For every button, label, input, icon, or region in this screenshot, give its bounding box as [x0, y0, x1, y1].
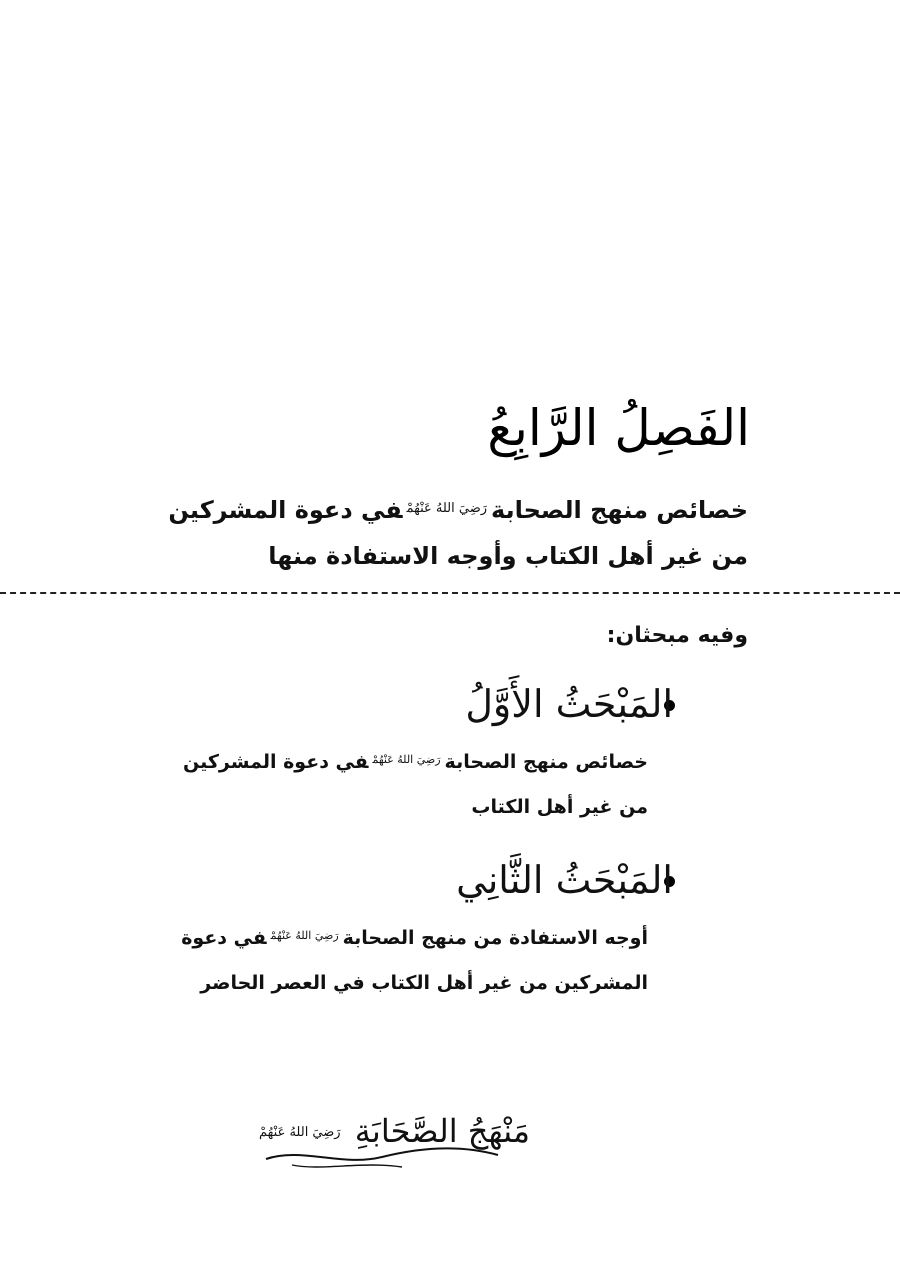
- section-2-heading: المَبْحَثُ الثَّانِي: [456, 858, 673, 902]
- section-2-description-line-2: المشركين من غير أهل الكتاب في العصر الحاضر: [200, 972, 648, 994]
- chapter-subtitle: [128, 486, 748, 579]
- sections-intro: وفيه مبحثان:: [606, 623, 748, 648]
- section-1-text-end: في دعوة المشركين: [183, 751, 369, 773]
- section-2-text-end: في دعوة: [181, 927, 267, 949]
- chapter-subtitle-text-start: خصائص منهج الصحابة: [491, 496, 748, 524]
- section-1-description-line-2: من غير أهل الكتاب: [471, 796, 648, 818]
- honorific-phrase: رَضِيَ اللهُ عَنْهُمْ: [372, 753, 441, 766]
- section-1-heading: المَبْحَثُ الأَوَّلُ: [465, 682, 673, 726]
- chapter-subtitle-line-1: [128, 486, 748, 533]
- honorific-phrase: رَضِيَ اللهُ عَنْهُمْ: [406, 501, 488, 516]
- section-2-description: [148, 913, 648, 1006]
- calligraphy-flourish-icon: [262, 1141, 502, 1171]
- book-title-calligraphy-logo: [250, 1105, 530, 1175]
- dashed-divider: [0, 592, 900, 594]
- section-2-description-line-1: [148, 913, 648, 961]
- chapter-title: الفَصِلُ الرَّابِعُ: [487, 399, 750, 457]
- section-2-text-start: أوجه الاستفادة من منهج الصحابة: [342, 927, 648, 949]
- honorific-phrase: رَضِيَ اللهُ عَنْهُمْ: [259, 1125, 341, 1140]
- section-1-description-line-1: [148, 737, 648, 785]
- section-1-text-start: خصائص منهج الصحابة: [444, 751, 648, 773]
- book-title-text: مَنْهَجُ الصَّحَابَةِ: [354, 1112, 530, 1150]
- chapter-subtitle-line-2: من غير أهل الكتاب وأوجه الاستفادة منها: [268, 542, 748, 570]
- chapter-subtitle-text-end: في دعوة المشركين: [168, 496, 403, 524]
- honorific-phrase: رَضِيَ اللهُ عَنْهُمْ: [270, 929, 339, 942]
- section-1-description: [148, 737, 648, 830]
